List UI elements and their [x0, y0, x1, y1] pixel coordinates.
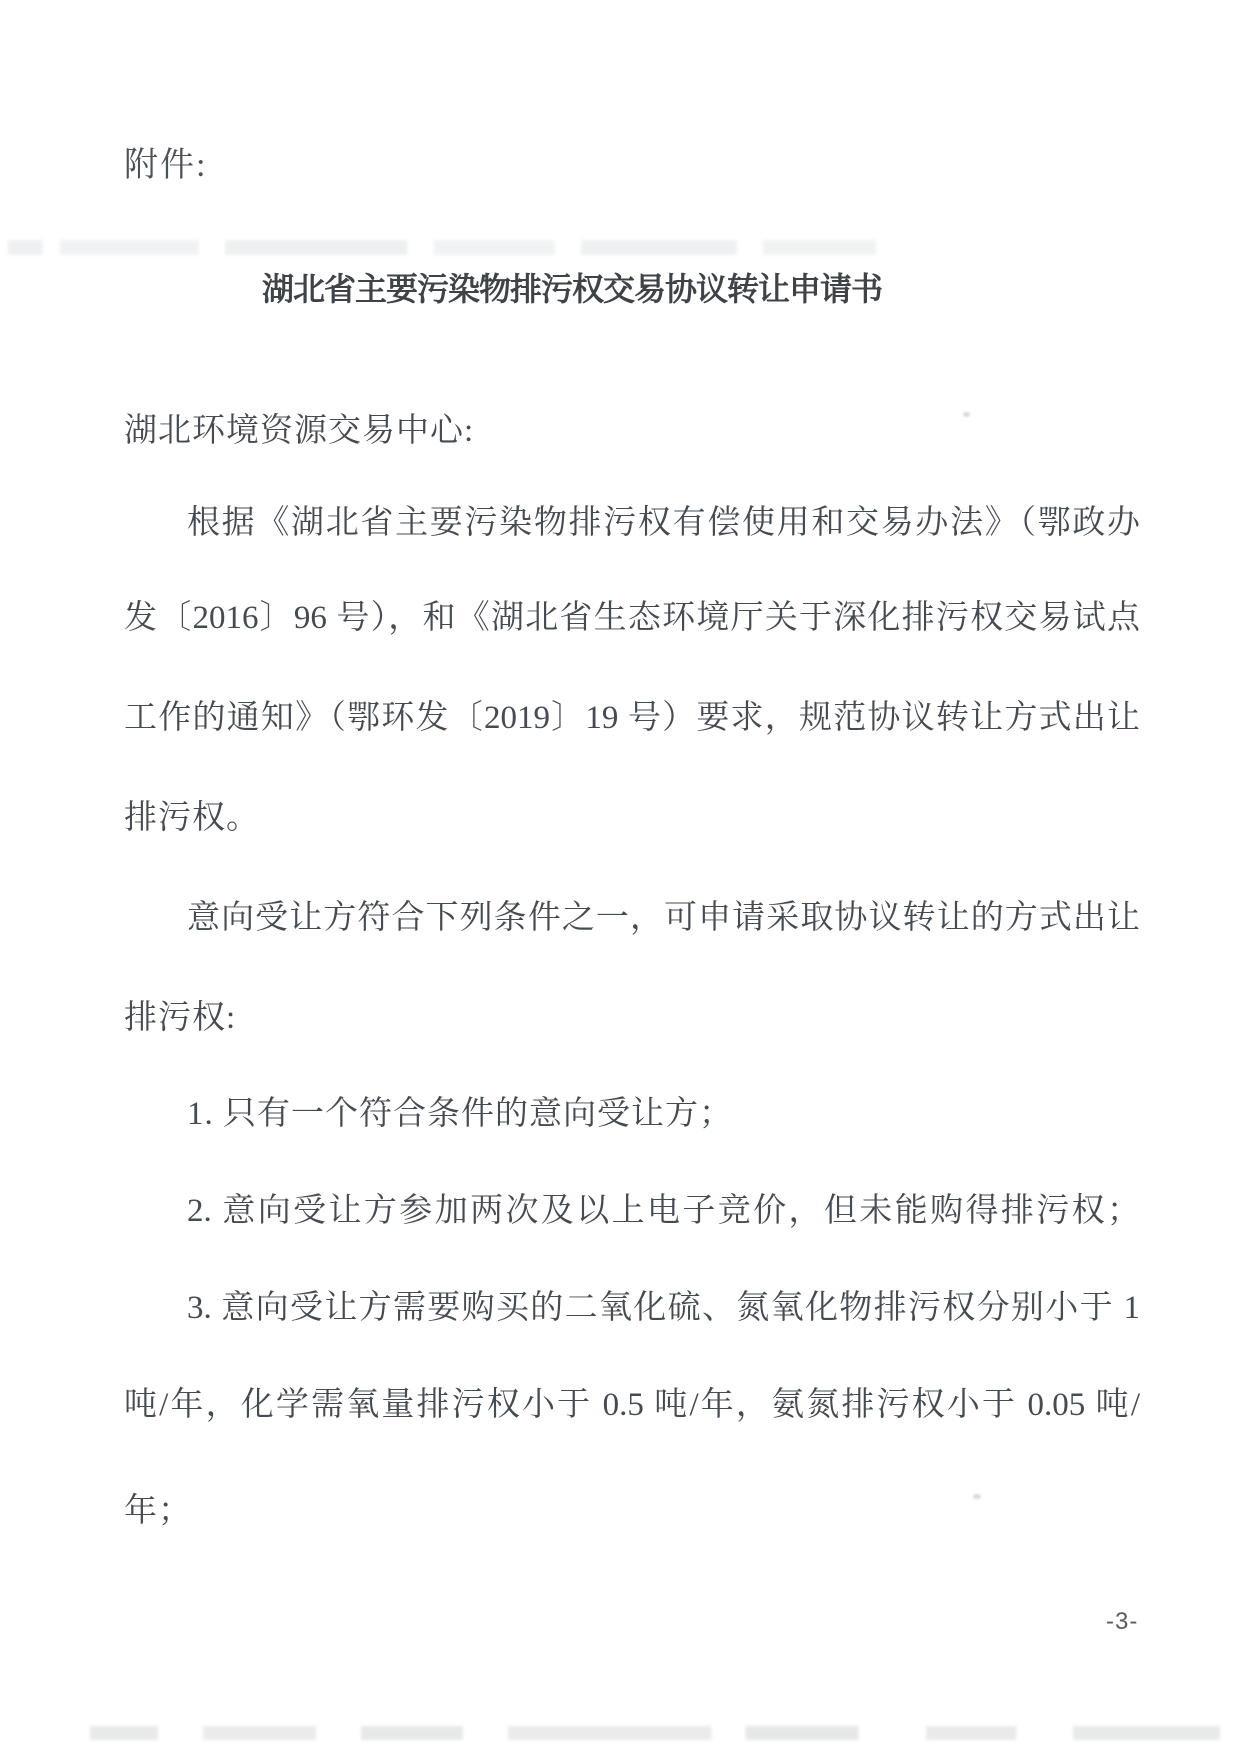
body-line: 吨/年，化学需氧量排污权小于 0.5 吨/年，氨氮排污权小于 0.05 吨/	[124, 1387, 1140, 1423]
salutation: 湖北环境资源交易中心:	[124, 413, 475, 449]
body-line: 3. 意向受让方需要购买的二氧化硫、氮氧化物排污权分别小于 1	[187, 1290, 1140, 1326]
body-line: 1. 只有一个符合条件的意向受让方；	[187, 1096, 733, 1132]
body-line: 根据《湖北省主要污染物排污权有偿使用和交易办法》（鄂政办	[187, 505, 1140, 541]
document-title: 湖北省主要污染物排污权交易协议转让申请书	[262, 271, 883, 307]
body-line: 排污权。	[124, 800, 260, 836]
scan-speck	[973, 1494, 981, 1499]
body-line: 工作的通知》（鄂环发〔2019〕19 号）要求，规范协议转让方式出让	[124, 700, 1140, 736]
page-number: -3-	[1106, 1608, 1139, 1635]
body-line: 意向受让方符合下列条件之一，可申请采取协议转让的方式出让	[187, 900, 1140, 936]
scan-streak-bottom	[90, 1726, 1220, 1740]
body-line: 年；	[124, 1493, 192, 1529]
attachment-label: 附件:	[124, 147, 208, 184]
scan-speck	[963, 412, 970, 417]
body-line: 发〔2016〕96 号），和《湖北省生态环境厅关于深化排污权交易试点	[124, 600, 1140, 636]
body-line: 排污权:	[124, 1000, 237, 1036]
body-line: 2. 意向受让方参加两次及以上电子竞价，但未能购得排污权；	[187, 1193, 1140, 1229]
scan-streak-top	[8, 240, 876, 255]
